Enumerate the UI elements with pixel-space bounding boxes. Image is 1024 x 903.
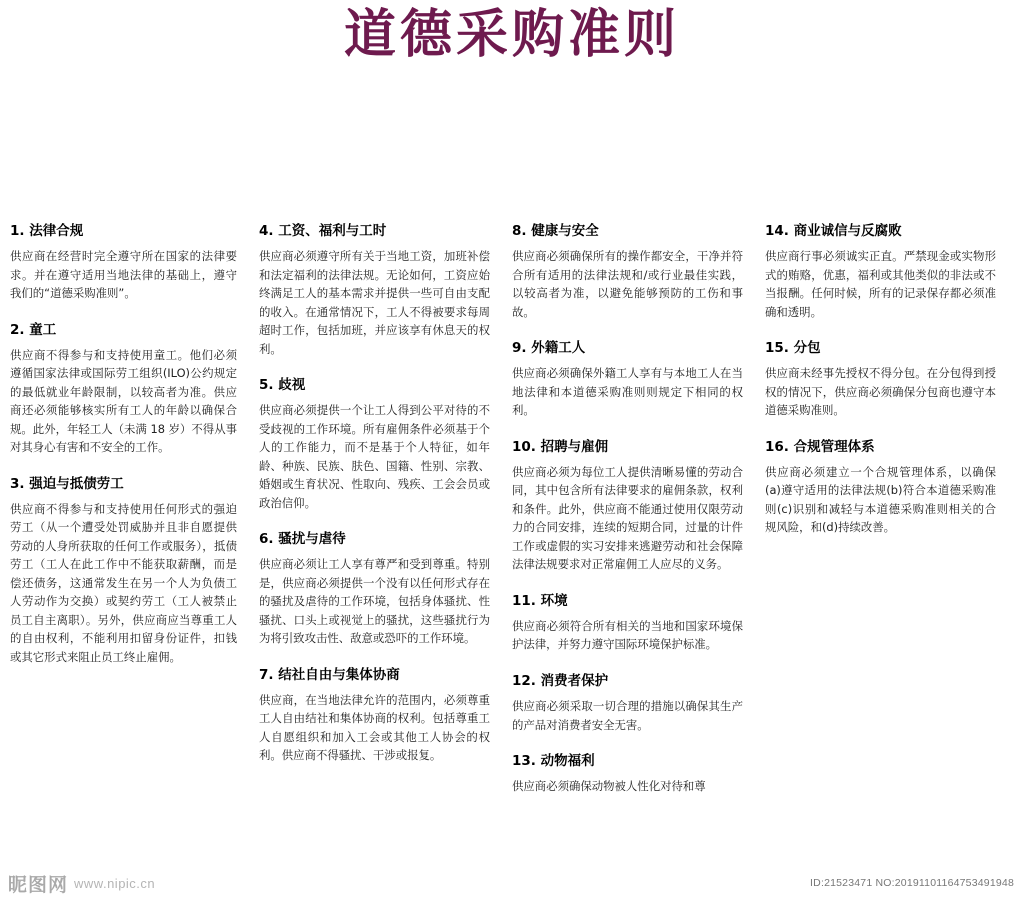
section-heading: 10. 招聘与雇佣 xyxy=(512,438,609,455)
watermark-url: www.nipic.cn xyxy=(74,876,156,891)
section-heading: 15. 分包 xyxy=(765,340,821,357)
watermark xyxy=(8,870,155,897)
section-4 xyxy=(259,222,490,358)
section-body: 供应商，在当地法律允许的范围内，必须尊重工人自由结社和集体协商的权利。包括尊重工人自愿组织和加入工会或其他工人协会的权利。供应商不得骚扰、干涉或报复。 xyxy=(259,692,490,763)
section-15 xyxy=(765,339,996,420)
section-9 xyxy=(512,339,743,420)
section-body: 供应商必须符合所有相关的当地和国家环境保护法律，并努力遵守国际环境保护标准。 xyxy=(512,618,743,652)
section-body: 供应商必须确保外籍工人享有与本地工人在当地法律和本道德采购准则则规定下相同的权利。 xyxy=(512,366,743,418)
section-12 xyxy=(512,672,743,734)
column-4 xyxy=(765,222,1018,555)
section-1 xyxy=(10,222,237,303)
section-16 xyxy=(765,438,996,537)
section-heading: 5. 歧视 xyxy=(259,377,306,394)
section-body: 供应商必须遵守所有关于当地工资，加班补偿和法定福利的法律法规。无论如何，工资应始终满足工人的基本需求并提供一些可自由支配的收入。在通常情况下，工人不得被要求每周超时工作，包括加班，并应该享有休息天的权利。 xyxy=(259,249,490,356)
section-body: 供应商不得参与和支持使用任何形式的强迫劳工（从一个遭受处罚威胁并且非自愿提供劳动的人身所获取的任何工作或服务），抵债劳工（工人在此工作中不能获取薪酬，而是偿还债务，这通常发生在另一个人为负债工人劳动作为交换）或契约劳工（工人被禁止员工自主离职）。另外，供应商应当尊重工人的自由权利，不能利用扣留身份证件，扣钱或其它形式来阻止员工终止雇佣。 xyxy=(10,501,237,664)
section-3 xyxy=(10,475,237,666)
section-11 xyxy=(512,592,743,654)
section-body: 供应商必须确保动物被人性化对待和尊 xyxy=(512,779,706,794)
section-7 xyxy=(259,666,490,765)
section-13 xyxy=(512,752,743,796)
watermark-logo: 昵图网 xyxy=(8,874,69,896)
section-body: 供应商必须让工人享有尊严和受到尊重。特别是，供应商必须提供一个没有以任何形式存在的骚扰及虐待的工作环境，包括身体骚扰、性骚扰、口头上或视觉上的骚扰，这些骚扰行为为将引致攻击性、敌意或恐吓的工作环境。 xyxy=(259,557,490,646)
section-6 xyxy=(259,530,490,648)
section-heading: 6. 骚扰与虐待 xyxy=(259,531,346,548)
section-heading: 3. 强迫与抵债劳工 xyxy=(10,475,124,492)
section-body: 供应商必须为每位工人提供清晰易懂的劳动合同，其中包含所有法律要求的雇佣条款，权利和条件。此外，供应商不能通过使用仅限劳动力的合同安排，连续的短期合同，过量的计件工作或虚假的实习安排来逃避劳动和社会保障法律法规要求对正常雇佣工人应尽的义务。 xyxy=(512,464,743,572)
section-heading: 12. 消费者保护 xyxy=(512,672,609,689)
section-body: 供应商必须采取一切合理的措施以确保其生产的产品对消费者安全无害。 xyxy=(512,699,743,732)
section-body: 供应商行事必须诚实正直。严禁现金或实物形式的贿赂，优惠，福利或其他类似的非法或不当报酬。任何时候，所有的记录保存都必须准确和透明。 xyxy=(765,249,996,319)
section-8 xyxy=(512,222,743,321)
column-1 xyxy=(6,222,259,684)
section-heading: 1. 法律合规 xyxy=(10,223,84,239)
section-body: 供应商必须确保所有的操作都安全，干净并符合所有适用的法律法规和/或行业最佳实践，以较高者为准，以避免能够预防的工伤和事故。 xyxy=(512,249,743,319)
section-heading: 4. 工资、福利与工时 xyxy=(259,223,387,239)
section-heading: 7. 结社自由与集体协商 xyxy=(259,666,400,683)
column-2 xyxy=(259,222,512,783)
section-heading: 14. 商业诚信与反腐败 xyxy=(765,223,902,239)
section-heading: 16. 合规管理体系 xyxy=(765,438,875,455)
section-heading: 2. 童工 xyxy=(10,321,57,338)
document-id: ID:21523471 NO:20191101164753491948 xyxy=(810,877,1014,889)
section-body: 供应商必须建立一个合规管理体系，以确保(a)遵守适用的法律法规(b)符合本道德采购准则(c)识别和减轻与本道德采购准则相关的合规风险，和(d)持续改善。 xyxy=(765,464,996,535)
section-body: 供应商未经事先授权不得分包。在分包得到授权的情况下，供应商必须确保分包商也遵守本道德采购准则。 xyxy=(765,366,996,418)
section-heading: 11. 环境 xyxy=(512,592,568,609)
column-3 xyxy=(512,222,765,814)
section-body: 供应商不得参与和支持使用童工。他们必须遵循国家法律或国际劳工组织(ILO)公约规定的最低就业年龄限制，以较高者为准。供应商还必须能够核实所有工人的年龄以确保合规。此外，年轻工人（未满 18 岁）不得从事对其身心有害和不安全的工作。 xyxy=(10,347,237,455)
section-body: 供应商在经营时完全遵守所在国家的法律要求。并在遵守适用当地法律的基础上，遵守我们的“道德采购准则”。 xyxy=(10,249,237,301)
section-5 xyxy=(259,376,490,512)
section-heading: 8. 健康与安全 xyxy=(512,223,599,239)
section-heading: 13. 动物福利 xyxy=(512,753,595,770)
section-10 xyxy=(512,438,743,574)
page-title: 道德采购准则 xyxy=(343,5,680,65)
section-heading: 9. 外籍工人 xyxy=(512,340,586,357)
section-14 xyxy=(765,222,996,321)
section-2 xyxy=(10,321,237,457)
section-body: 供应商必须提供一个让工人得到公平对待的不受歧视的工作环境。所有雇佣条件必须基于个人的工作能力，而不是基于个人特征，如年龄、种族、民族、肤色、国籍、性别、宗教、婚姻或生育状况、性取向、残疾、工会会员或政治信仰。 xyxy=(259,403,490,510)
content-columns xyxy=(0,222,1024,814)
